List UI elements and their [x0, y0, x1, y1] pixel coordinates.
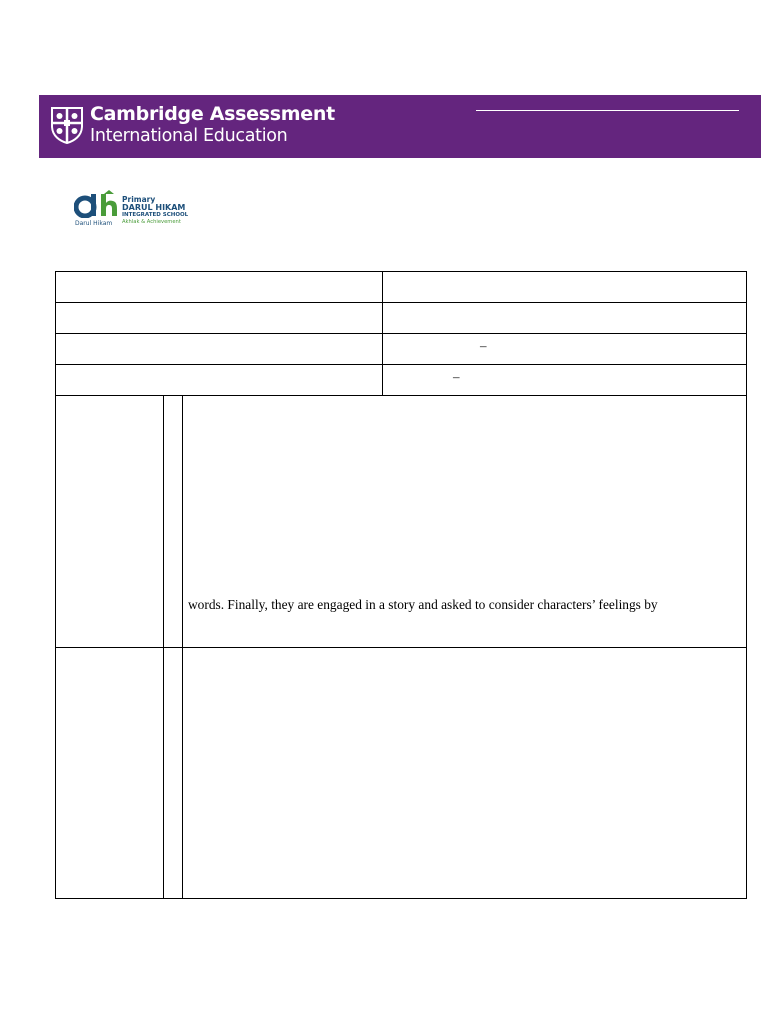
school-logo — [74, 188, 194, 230]
logo-tagline: Akhlak & Achievement — [122, 219, 181, 225]
header-rule — [476, 110, 739, 111]
logo-primary-label: Primary — [122, 195, 156, 204]
darul-hikam-monogram-icon — [74, 190, 120, 218]
column-divider — [163, 395, 164, 898]
org-name-line2: International Education — [90, 126, 288, 146]
lesson-info-table — [55, 271, 747, 899]
row-divider — [56, 395, 746, 396]
cambridge-header-banner — [39, 95, 761, 158]
row-divider — [56, 333, 746, 334]
row3-right-cell: – — [480, 338, 487, 353]
column-divider — [382, 272, 383, 395]
cambridge-crest-icon — [50, 106, 84, 144]
logo-school-name: DARUL HIKAM — [122, 203, 186, 212]
row-divider — [56, 302, 746, 303]
row5-body-text: words. Finally, they are engaged in a story and asked to consider characters’ feelings by — [188, 597, 658, 612]
row4-right-cell: – — [453, 369, 460, 384]
logo-integrated-label: INTEGRATED SCHOOL — [122, 212, 189, 218]
column-divider — [182, 395, 183, 898]
logo-wordmark: Darul Hikam — [75, 220, 113, 227]
org-name-line1: Cambridge Assessment — [90, 103, 335, 125]
row-divider — [56, 364, 746, 365]
row-divider — [56, 647, 746, 648]
